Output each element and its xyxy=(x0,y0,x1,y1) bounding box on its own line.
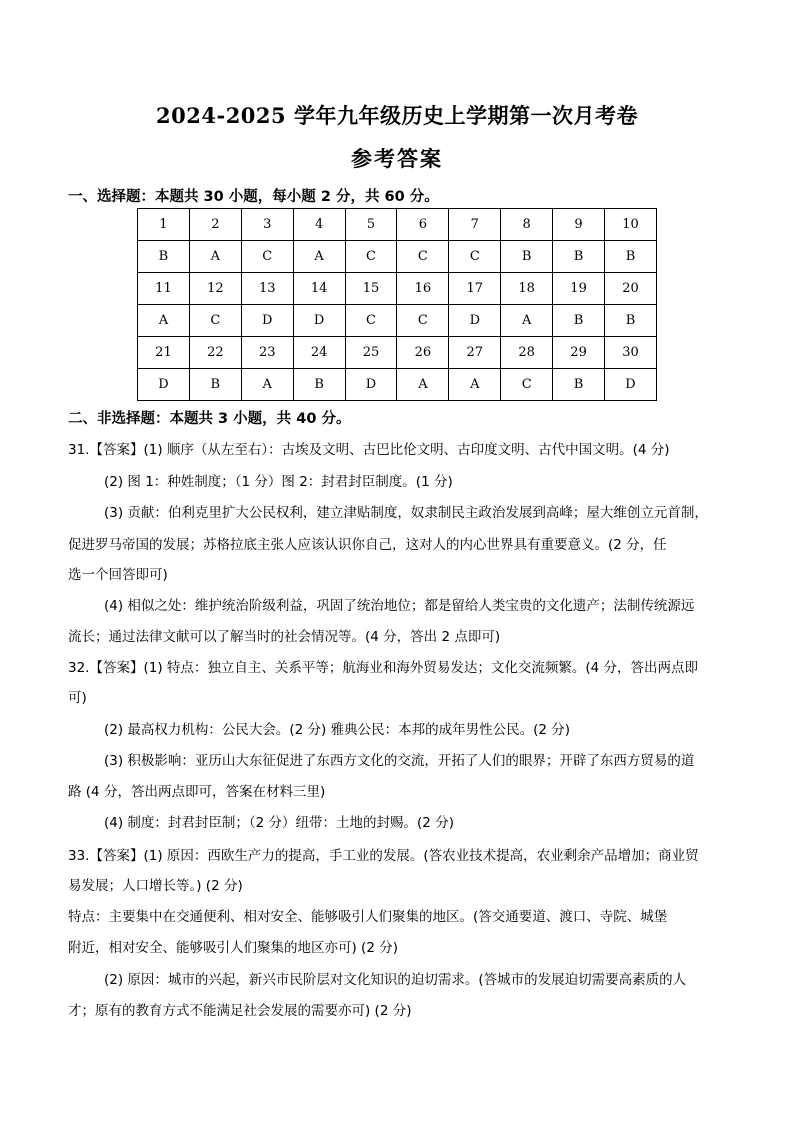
table-row xyxy=(138,273,657,305)
answer-cell: C xyxy=(397,241,449,273)
question-number-cell: 4 xyxy=(293,209,345,241)
question-number-cell: 10 xyxy=(605,209,657,241)
answer-line: 附近，相对安全、能够吸引人们聚集的地区亦可) (2 分) xyxy=(68,940,398,956)
answer-cell: B xyxy=(553,241,605,273)
question-number-cell: 6 xyxy=(397,209,449,241)
answer-line: 选一个回答即可) xyxy=(68,567,168,583)
question-number-cell: 13 xyxy=(241,273,293,305)
question-number-cell: 27 xyxy=(449,337,501,369)
section-heading-nonchoice: 二、非选择题：本题共 3 小题，共 40 分。 xyxy=(68,411,351,427)
answer-cell: D xyxy=(605,369,657,401)
answer-cell: A xyxy=(501,305,553,337)
answer-cell: A xyxy=(397,369,449,401)
question-number-cell: 28 xyxy=(501,337,553,369)
answer-cell: B xyxy=(553,305,605,337)
answer-line: 31.【答案】(1) 顺序（从左至右）：古埃及文明、古巴比伦文明、古印度文明、古代中国文明。(4 分) xyxy=(68,442,670,458)
answer-line: 路 (4 分，答出两点即可，答案在材料三里) xyxy=(68,784,326,800)
answer-line: 才；原有的教育方式不能满足社会发展的需要亦可) (2 分) xyxy=(68,1003,412,1019)
question-number-cell: 24 xyxy=(293,337,345,369)
answer-line: (4) 制度：封君封臣制；（2 分）纽带：土地的封赐。(2 分) xyxy=(104,815,454,831)
answer-cell: C xyxy=(501,369,553,401)
answer-cell: A xyxy=(293,241,345,273)
answer-line: (2) 原因：城市的兴起，新兴市民阶层对文化知识的迫切需求。(答城市的发展迫切需要高素质的人 xyxy=(104,972,687,988)
question-number-cell: 17 xyxy=(449,273,501,305)
question-number-cell: 26 xyxy=(397,337,449,369)
answer-cell: D xyxy=(241,305,293,337)
answer-cell: C xyxy=(449,241,501,273)
answer-line: 促进罗马帝国的发展；苏格拉底主张人应该认识你自己，这对人的内心世界具有重要意义。(2 分，任 xyxy=(68,537,667,553)
question-number-cell: 11 xyxy=(138,273,190,305)
table-row xyxy=(138,241,657,273)
answer-cell: B xyxy=(605,305,657,337)
question-number-cell: 15 xyxy=(345,273,397,305)
page-title: 2024-2025 学年九年级历史上学期第一次月考卷 xyxy=(156,103,638,128)
answer-line: 流长；通过法律文献可以了解当时的社会情况等。(4 分，答出 2 点即可) xyxy=(68,629,501,645)
section-heading-choice: 一、选择题：本题共 30 小题，每小题 2 分，共 60 分。 xyxy=(68,189,439,205)
answer-cell: B xyxy=(553,369,605,401)
question-number-cell: 16 xyxy=(397,273,449,305)
question-number-cell: 8 xyxy=(501,209,553,241)
question-number-cell: 1 xyxy=(138,209,190,241)
question-number-cell: 30 xyxy=(605,337,657,369)
table-row xyxy=(138,337,657,369)
question-number-cell: 23 xyxy=(241,337,293,369)
answer-cell: A xyxy=(241,369,293,401)
answer-cell: A xyxy=(189,241,241,273)
answer-cell: D xyxy=(345,369,397,401)
answer-cell: C xyxy=(189,305,241,337)
table-row xyxy=(138,209,657,241)
page-subtitle: 参考答案 xyxy=(351,147,443,171)
question-number-cell: 9 xyxy=(553,209,605,241)
question-number-cell: 22 xyxy=(189,337,241,369)
answer-line: (3) 贡献：伯利克里扩大公民权利，建立津贴制度，奴隶制民主政治发展到高峰；屋大维创立元首制， xyxy=(104,505,708,521)
question-number-cell: 19 xyxy=(553,273,605,305)
table-row xyxy=(138,369,657,401)
question-number-cell: 2 xyxy=(189,209,241,241)
answer-line: 32.【答案】(1) 特点：独立自主、关系平等；航海业和海外贸易发达；文化交流频繁。(4 分，答出两点即 xyxy=(68,660,699,676)
answer-cell: B xyxy=(138,241,190,273)
answer-cell: B xyxy=(189,369,241,401)
question-number-cell: 12 xyxy=(189,273,241,305)
question-number-cell: 7 xyxy=(449,209,501,241)
answer-cell: B xyxy=(605,241,657,273)
answer-cell: C xyxy=(397,305,449,337)
answer-line: 特点：主要集中在交通便利、相对安全、能够吸引人们聚集的地区。(答交通要道、渡口、寺院、城堡 xyxy=(68,909,668,925)
table-row xyxy=(138,305,657,337)
answer-cell: D xyxy=(449,305,501,337)
answer-line: 易发展；人口增长等。) (2 分) xyxy=(68,878,243,894)
question-number-cell: 18 xyxy=(501,273,553,305)
answer-cell: A xyxy=(138,305,190,337)
question-number-cell: 21 xyxy=(138,337,190,369)
answer-cell: D xyxy=(293,305,345,337)
answer-line: 可) xyxy=(68,690,87,706)
question-number-cell: 14 xyxy=(293,273,345,305)
question-number-cell: 25 xyxy=(345,337,397,369)
answer-cell: C xyxy=(345,305,397,337)
answer-cell: B xyxy=(501,241,553,273)
answer-line: (2) 图 1：种姓制度；（1 分）图 2：封君封臣制度。(1 分) xyxy=(104,474,453,490)
question-number-cell: 20 xyxy=(605,273,657,305)
question-number-cell: 5 xyxy=(345,209,397,241)
answer-line: 33.【答案】(1) 原因：西欧生产力的提高，手工业的发展。(答农业技术提高，农业剩余产品增加；商业贸 xyxy=(68,848,699,864)
answer-table xyxy=(137,208,657,401)
question-number-cell: 29 xyxy=(553,337,605,369)
answer-cell: C xyxy=(241,241,293,273)
answer-line: (4) 相似之处：维护统治阶级利益，巩固了统治地位；都是留给人类宝贵的文化遗产；法制传统源远 xyxy=(104,598,695,614)
answer-line: (3) 积极影响：亚历山大东征促进了东西方文化的交流，开拓了人们的眼界；开辟了东西方贸易的道 xyxy=(104,753,695,769)
answer-cell: C xyxy=(345,241,397,273)
answer-cell: D xyxy=(138,369,190,401)
question-number-cell: 3 xyxy=(241,209,293,241)
answer-line: (2) 最高权力机构：公民大会。(2 分) 雅典公民：本邦的成年男性公民。(2 分) xyxy=(104,722,571,738)
answer-cell: B xyxy=(293,369,345,401)
answer-cell: A xyxy=(449,369,501,401)
